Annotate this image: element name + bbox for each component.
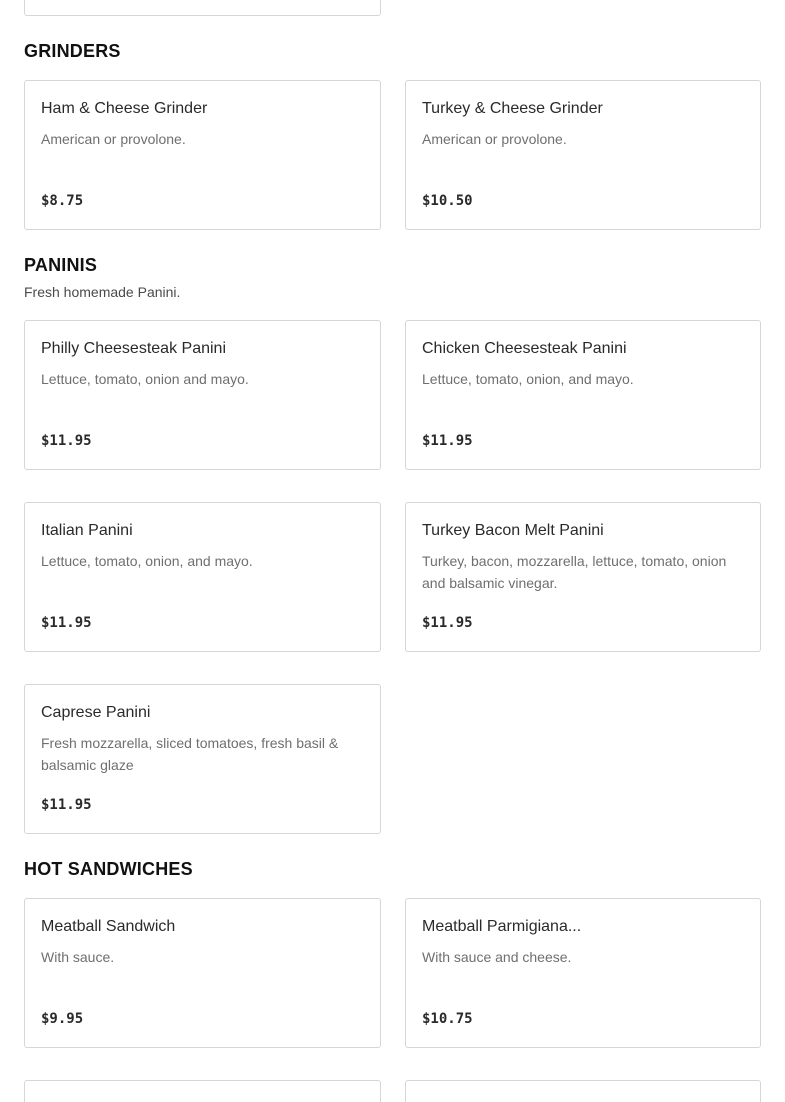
menu-item-description: With sauce and cheese. <box>422 949 572 965</box>
menu-item-card[interactable] <box>24 80 381 230</box>
menu-item-name: Ham & Cheese Grinder <box>41 100 208 117</box>
menu-item-description: Lettuce, tomato, onion, and mayo. <box>422 371 634 387</box>
menu-item-card[interactable] <box>24 684 381 834</box>
menu-item-card[interactable] <box>24 898 381 1048</box>
menu-item-card[interactable] <box>405 80 761 230</box>
menu-item-price: $10.50 <box>422 193 473 209</box>
menu-item-card[interactable] <box>24 502 381 652</box>
menu-item-description: Turkey, bacon, mozzarella, lettuce, tomato, onion and balsamic vinegar. <box>422 553 727 591</box>
menu-item-price: $11.95 <box>422 615 473 631</box>
section-title-paninis: PANINIS <box>24 255 98 275</box>
menu-item-description: Fresh mozzarella, sliced tomatoes, fresh basil & balsamic glaze <box>41 735 339 773</box>
menu-item-name: Turkey & Cheese Grinder <box>422 100 603 117</box>
menu-item-card[interactable] <box>405 320 761 470</box>
menu-item-name: Caprese Panini <box>41 704 151 721</box>
menu-item-card-partial[interactable] <box>24 0 381 16</box>
menu-item-name: Italian Panini <box>41 522 133 539</box>
menu-item-card[interactable] <box>405 502 761 652</box>
menu-item-name: Turkey Bacon Melt Panini <box>422 522 604 539</box>
menu-item-description: Lettuce, tomato, onion, and mayo. <box>41 553 253 569</box>
menu-item-card-partial[interactable] <box>24 1080 381 1102</box>
menu-item-description: Lettuce, tomato, onion and mayo. <box>41 371 249 387</box>
menu-item-name: Meatball Parmigiana... <box>422 918 582 935</box>
section-title-hot-sandwiches: HOT SANDWICHES <box>24 859 193 879</box>
section-subtitle-paninis: Fresh homemade Panini. <box>24 284 181 300</box>
menu-item-card[interactable] <box>405 898 761 1048</box>
menu-item-price: $11.95 <box>41 797 92 813</box>
menu-item-card[interactable] <box>24 320 381 470</box>
menu-item-description: With sauce. <box>41 949 115 965</box>
menu-item-price: $9.95 <box>41 1011 84 1027</box>
section-title-grinders: GRINDERS <box>24 41 121 61</box>
menu-item-price: $11.95 <box>422 433 473 449</box>
menu-item-price: $11.95 <box>41 433 92 449</box>
menu-item-description: American or provolone. <box>41 131 186 147</box>
menu-item-name: Philly Cheesesteak Panini <box>41 340 226 357</box>
menu-item-price: $10.75 <box>422 1011 473 1027</box>
menu-item-price: $8.75 <box>41 193 84 209</box>
menu-item-name: Meatball Sandwich <box>41 918 176 935</box>
menu-item-name: Chicken Cheesesteak Panini <box>422 340 627 357</box>
menu-item-price: $11.95 <box>41 615 92 631</box>
menu-item-description: American or provolone. <box>422 131 567 147</box>
menu-item-card-partial[interactable] <box>405 1080 761 1102</box>
